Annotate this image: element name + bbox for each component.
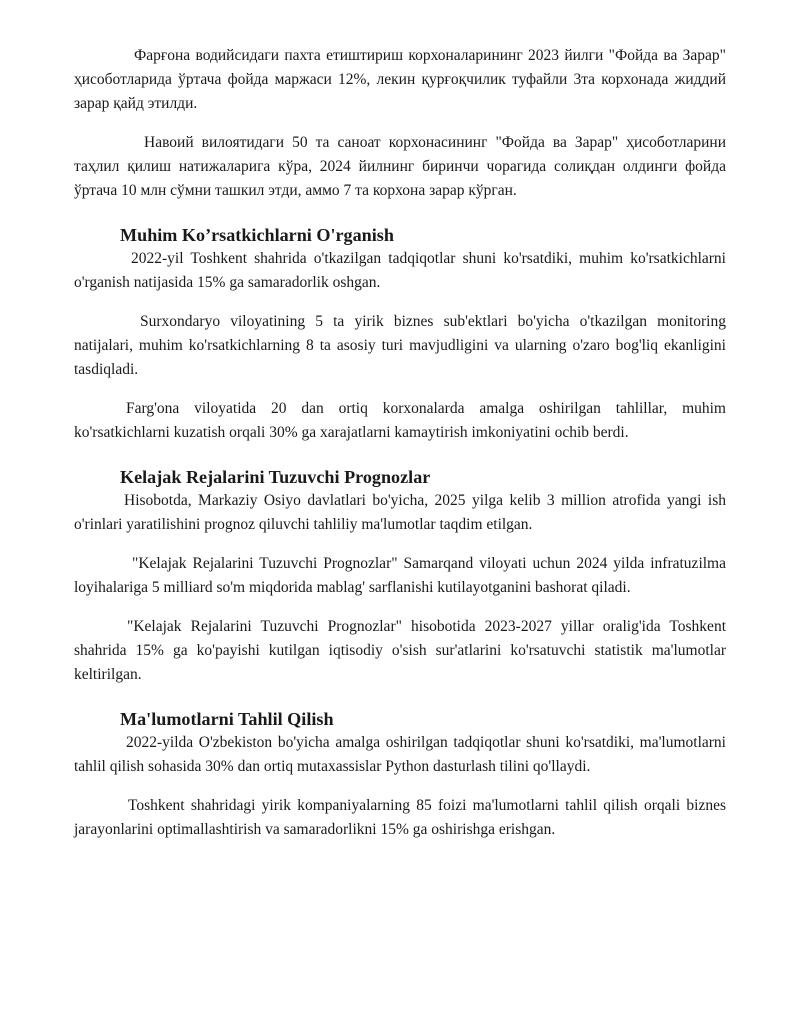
- section-heading-key-indicators: Muhim Ko’rsatkichlarni O'rganish: [120, 225, 394, 245]
- intro-paragraph-1: Фарғона водийсидаги пахта етиштириш корхоналарининг 2023 йилги "Фойда ва Зарар" ҳисоботларида ўртача фойда маржаси 12%, лекин қурғоқчилик туфайли 3та корхонада жиддий зарар қайд этилди.: [74, 47, 726, 112]
- section-heading-forecasts: Kelajak Rejalarini Tuzuvchi Prognozlar: [120, 467, 431, 487]
- intro-paragraph-2: Навоий вилоятидаги 50 та саноат корхонасининг "Фойда ва Зарар" ҳисоботларини таҳлил қилиш натижаларига кўра, 2024 йилнинг биринчи чорагида солиқдан олдинги фойда ўртача 10 млн сўмни ташкил этди, аммо 7 та корхона зарар кўрган.: [74, 134, 726, 199]
- section3-paragraph-1: 2022-yilda O'zbekiston bo'yicha amalga oshirilgan tadqiqotlar shuni ko'rsatdiki, ma'lumotlarni tahlil qilish sohasida 30% dan ortiq mutaxassislar Python dasturlash tilini qo'llaydi.: [74, 734, 726, 775]
- section1-paragraph-3: Farg'ona viloyatida 20 dan ortiq korxonalarda amalga oshirilgan tahlillar, muhim ko'rsatkichlarni kuzatish orqali 30% ga xarajatlarni kamaytirish imkoniyatini ochib berdi.: [74, 400, 726, 441]
- section2-paragraph-1: Hisobotda, Markaziy Osiyo davlatlari bo'yicha, 2025 yilga kelib 3 million atrofida yangi ish o'rinlari yaratilishini prognoz qiluvchi tahliliy ma'lumotlar taqdim etilgan.: [74, 492, 726, 533]
- section2-paragraph-3: "Kelajak Rejalarini Tuzuvchi Prognozlar" hisobotida 2023-2027 yillar oralig'ida Toshkent shahrida 15% ga ko'payishi kutilgan iqtisodiy o'sish sur'atlarini ko'rsatuvchi statistik ma'lumotlar keltirilgan.: [74, 618, 726, 683]
- section3-paragraph-2: Toshkent shahridagi yirik kompaniyalarning 85 foizi ma'lumotlarni tahlil qilish orqali biznes jarayonlarini optimallashtirish va samaradorlikni 15% ga oshirishga erishgan.: [74, 797, 726, 838]
- section2-paragraph-2: "Kelajak Rejalarini Tuzuvchi Prognozlar" Samarqand viloyati uchun 2024 yilda infratuzilma loyihalariga 5 milliard so'm miqdorida mablag' sarflanishi kutilayotganini bashorat qiladi.: [74, 555, 726, 596]
- section1-paragraph-1: 2022-yil Toshkent shahrida o'tkazilgan tadqiqotlar shuni ko'rsatdiki, muhim ko'rsatkichlarni o'rganish natijasida 15% ga samaradorlik oshgan.: [74, 250, 726, 291]
- section1-paragraph-2: Surxondaryo viloyatining 5 ta yirik biznes sub'ektlari bo'yicha o'tkazilgan monitoring natijalari, muhim ko'rsatkichlarning 8 ta asosiy turi mavjudligini va ularning o'zaro bog'liq ekanligini tasdiqladi.: [74, 313, 726, 378]
- document-page: [74, 44, 726, 842]
- section-heading-data-analysis: Ma'lumotlarni Tahlil Qilish: [120, 709, 334, 729]
